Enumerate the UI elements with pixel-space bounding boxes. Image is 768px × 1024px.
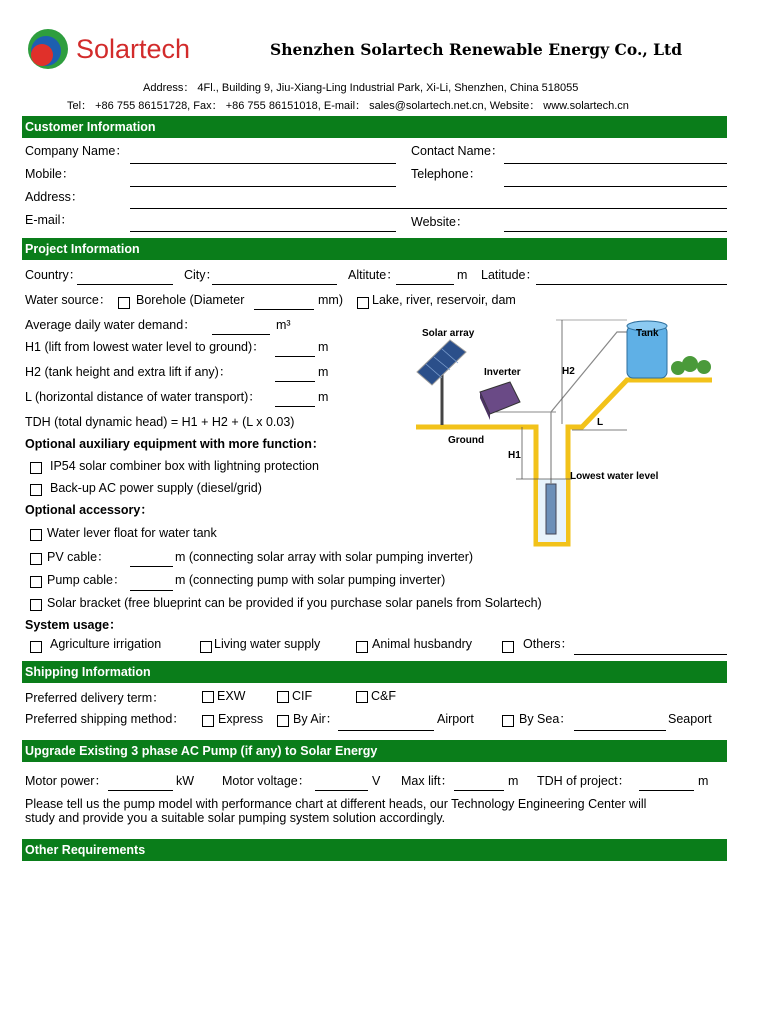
aux-backup-checkbox[interactable] [30,484,42,496]
shipping-method-label: Preferred shipping method： [25,712,185,726]
project-info-header: Project Information [22,238,727,260]
ground-label: Ground [448,435,485,446]
float-label: Water lever float for water tank [47,526,217,540]
website-field[interactable] [504,231,727,232]
living-water-label: Living water supply [214,637,321,651]
express-label: Express [218,712,264,726]
motor-power-unit: kW [176,774,195,788]
pv-cable-field[interactable] [130,566,173,567]
logo-text: Solartech [76,34,191,64]
address-label: Address： [25,190,84,204]
demand-unit: m³ [276,318,291,332]
by-air-label: By Air： [293,712,339,726]
other-requirements-header: Other Requirements [22,839,727,861]
upgrade-header: Upgrade Existing 3 phase AC Pump (if any) to Solar Energy [22,740,727,762]
by-sea-checkbox[interactable] [502,715,514,727]
pump-icon [546,484,556,534]
pump-cable-desc: m (connecting pump with solar pumping inverter) [175,573,446,587]
agriculture-checkbox[interactable] [30,641,42,653]
email-label: E-mail： [25,213,73,227]
express-checkbox[interactable] [202,715,214,727]
lake-checkbox[interactable] [357,297,369,309]
max-lift-field[interactable] [454,790,504,791]
h1-label: H1 [508,450,521,461]
borehole-label: Borehole (Diameter [136,293,245,307]
customer-info-header: Customer Information [22,116,727,138]
altitute-unit: m [457,268,468,282]
mobile-field[interactable] [130,186,396,187]
grass-icon [671,356,711,375]
airport-label: Airport [437,712,474,726]
lake-label: Lake, river, reservoir, dam [372,293,516,307]
lowest-water-level-label: Lowest water level [570,471,659,482]
aux-combiner-checkbox[interactable] [30,462,42,474]
telephone-label: Telephone： [411,167,482,181]
pv-cable-desc: m (connecting solar array with solar pumping inverter) [175,550,474,564]
telephone-field[interactable] [504,186,727,187]
others-field[interactable] [574,654,727,655]
max-lift-unit: m [508,774,519,788]
others-label: Others： [523,637,574,651]
pump-cable-label: Pump cable： [47,573,126,587]
agriculture-label: Agriculture irrigation [50,637,162,651]
pv-cable-checkbox[interactable] [30,553,42,565]
exw-checkbox[interactable] [202,691,214,703]
motor-power-field[interactable] [108,790,173,791]
cf-checkbox[interactable] [356,691,368,703]
float-checkbox[interactable] [30,529,42,541]
contact-name-label: Contact Name： [411,144,504,158]
solar-bracket-label: Solar bracket (free blueprint can be provided if you purchase solar panels from Solartech) [47,596,542,610]
solar-panel-icon [417,340,466,425]
motor-voltage-label: Motor voltage： [222,774,311,788]
max-lift-label: Max lift： [401,774,454,788]
water-source-label: Water source： [25,293,112,307]
city-field[interactable] [212,284,337,285]
address-field[interactable] [130,208,727,209]
contact-name-field[interactable] [504,163,727,164]
tdh-formula: TDH (total dynamic head) = H1 + H2 + (L x 0.03) [25,415,295,429]
solar-array-label: Solar array [422,328,475,339]
borehole-unit: mm) [318,293,343,307]
company-contact: Tel： +86 755 86151728, Fax： +86 755 86151018, E-mail： sales@solartech.net.cn, Website： www.solartech.cn [67,100,629,112]
upgrade-note-line2: study and provide you a suitable solar pumping system solution accordingly. [25,811,446,825]
solar-bracket-checkbox[interactable] [30,599,42,611]
h2-unit: m [318,365,329,379]
by-air-checkbox[interactable] [277,715,289,727]
upgrade-note-line1: Please tell us the pump model with performance chart at different heads, our Technology Engineering Center will [25,797,647,811]
demand-label: Average daily water demand： [25,318,196,332]
company-name: Shenzhen Solartech Renewable Energy Co., Ltd [270,40,683,59]
city-label: City： [184,268,219,282]
motor-voltage-field[interactable] [315,790,368,791]
aux-equipment-title: Optional auxiliary equipment with more function： [25,437,325,451]
borehole-checkbox[interactable] [118,297,130,309]
delivery-term-label: Preferred delivery term： [25,691,165,705]
pipe [551,332,634,484]
l-field[interactable] [275,406,315,407]
l-label: L [597,417,604,428]
shipping-info-header: Shipping Information [22,661,727,683]
h2-label: H2 [562,366,575,377]
logo-mark-icon [26,26,74,72]
pumping-system-diagram [412,312,720,550]
animal-husbandry-checkbox[interactable] [356,641,368,653]
tdh-project-label: TDH of project： [537,774,631,788]
others-checkbox[interactable] [502,641,514,653]
company-logo [26,26,206,72]
demand-field[interactable] [212,334,270,335]
living-water-checkbox[interactable] [200,641,212,653]
country-field[interactable] [77,284,173,285]
tdh-project-field[interactable] [639,790,694,791]
by-sea-label: By Sea： [519,712,572,726]
h1-unit: m [318,340,329,354]
h2-field[interactable] [275,381,315,382]
country-label: Country： [25,268,82,282]
mobile-label: Mobile： [25,167,75,181]
tdh-project-unit: m [698,774,709,788]
pv-cable-label: PV cable： [47,550,110,564]
seaport-label: Seaport [668,712,712,726]
seaport-field[interactable] [574,730,666,731]
borehole-diameter-field[interactable] [254,309,314,310]
cf-label: C&F [371,689,396,703]
h1-label: H1 (lift from lowest water level to ground)： [25,340,265,354]
animal-husbandry-label: Animal husbandry [372,637,473,651]
exw-label: EXW [217,689,246,703]
company-name-label: Company Name： [25,144,128,158]
aux-combiner-label: IP54 solar combiner box with lightning protection [50,459,319,473]
h1-field[interactable] [275,356,315,357]
system-usage-title: System usage： [25,618,122,632]
cif-checkbox[interactable] [277,691,289,703]
pump-cable-checkbox[interactable] [30,576,42,588]
altitute-field[interactable] [396,284,454,285]
accessory-title: Optional accessory： [25,503,153,517]
l-unit: m [318,390,329,404]
latitude-field[interactable] [536,284,727,285]
tank-label: Tank [636,328,659,339]
inverter-label: Inverter [484,367,521,378]
latitude-label: Latitude： [481,268,538,282]
h2-label: H2 (tank height and extra lift if any)： [25,365,232,379]
motor-voltage-unit: V [372,774,381,788]
aux-backup-label: Back-up AC power supply (diesel/grid) [50,481,262,495]
company-address: Address： 4Fl., Building 9, Jiu-Xiang-Ling Industrial Park, Xi-Li, Shenzhen, China 518055 [143,82,579,94]
airport-field[interactable] [338,730,434,731]
inverter-icon [480,382,520,420]
l-label: L (horizontal distance of water transport)： [25,390,261,404]
motor-power-label: Motor power： [25,774,107,788]
website-label: Website： [411,215,469,229]
pump-cable-field[interactable] [130,590,173,591]
email-field[interactable] [130,231,396,232]
altitute-label: Altitute： [348,268,399,282]
company-name-field[interactable] [130,163,396,164]
cif-label: CIF [292,689,313,703]
